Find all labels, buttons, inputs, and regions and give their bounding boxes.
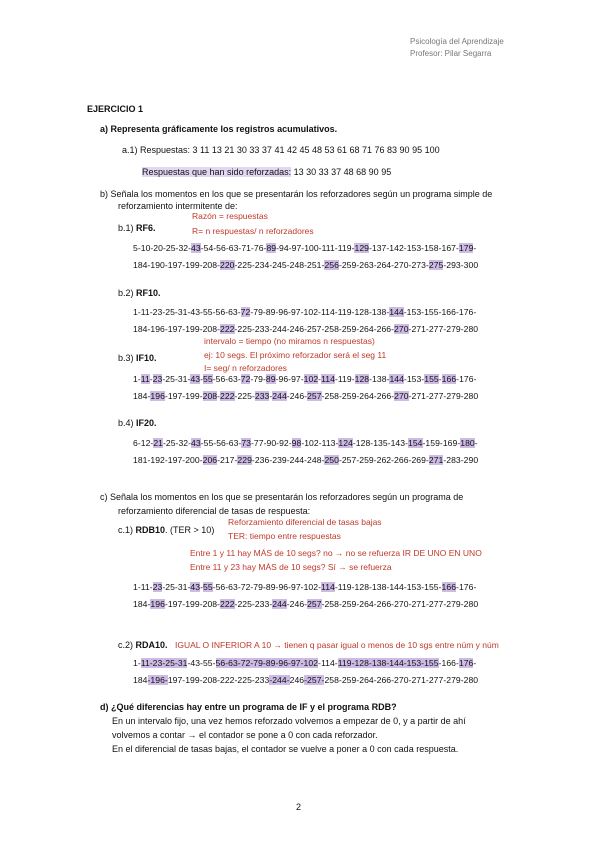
sequence-segment: - — [473, 658, 477, 668]
b3-label: b.3) — [118, 353, 134, 363]
sequence-segment: - — [200, 582, 204, 592]
highlighted-number: 23 — [152, 582, 163, 592]
exercise-title: EJERCICIO 1 — [87, 104, 144, 114]
highlighted-number: 144 — [389, 307, 404, 317]
sequence-segment: 184-190-197-199-208- — [133, 260, 221, 270]
highlighted-number: 43 — [190, 582, 201, 592]
highlighted-number: 11-23-25-31 — [140, 658, 188, 668]
reinforced-label: Respuestas que han sido reforzadas: — [142, 167, 292, 177]
sequence-segment: 5-10-20-25-32- — [133, 243, 192, 253]
sequence-segment: -197-199- — [164, 391, 203, 401]
c1-name: RDB10 — [135, 525, 166, 535]
note-rdb: Reforzamiento diferencial de tasas bajas — [228, 517, 382, 527]
sequence-segment: 184- — [133, 599, 151, 609]
highlighted-number: 114 — [321, 374, 335, 384]
sequence-segment: -293-300 — [443, 260, 479, 270]
sequence-segment: -96-97- — [275, 374, 304, 384]
sequence-segment: -258-259-264-266-270-271-277-279-280 — [321, 599, 479, 609]
c2-heading — [118, 640, 168, 650]
sequence-segment: -271-277-279-280 — [408, 391, 479, 401]
note-intervalo: intervalo = tiempo (no miramos n respuestas) — [204, 336, 375, 346]
answer-line-1: En un intervalo fijo, una vez hemos reforzado volvemos a empezar de 0, y a partir de ahí — [112, 716, 466, 726]
highlighted-number: 114 — [321, 582, 335, 592]
sequence-segment: -259-263-264-270-273- — [338, 260, 429, 270]
highlighted-number: 166 — [441, 582, 457, 592]
note-rda: IGUAL O INFERIOR A 10 → tienen q pasar igual o menos de 10 sgs entre núm y núm — [175, 640, 499, 650]
sequence-segment: -43-55- — [187, 658, 216, 668]
sequence-segment: -77-90-92- — [251, 438, 292, 448]
sequence-segment: - — [149, 374, 153, 384]
c1-sequence-line2 — [133, 599, 478, 609]
sequence-segment: -119-128-138-144-153-155- — [334, 582, 442, 592]
sequence-segment: -197-199-208- — [164, 599, 221, 609]
sequence-segment: 1-11-23-25-31-43-55-56-63- — [133, 307, 241, 317]
highlighted-number: 180 — [460, 438, 475, 448]
a1-responses: a.1) Respuestas: 3 11 13 21 30 33 37 41 42 45 48 53 61 68 71 76 83 90 95 100 — [122, 145, 440, 155]
section-b-label-2: reforzamiento intermitente de: — [118, 201, 238, 211]
sequence-segment: - — [474, 438, 478, 448]
sequence-segment: -225-234-245-248-251- — [234, 260, 325, 270]
highlighted-number: 98 — [291, 438, 302, 448]
sequence-segment: -25-31- — [162, 374, 191, 384]
section-d-label: d) ¿Qué diferencias hay entre un programa de IF y el programa RDB? — [100, 702, 397, 712]
sequence-segment: -246- — [286, 391, 308, 401]
highlighted-number: 206 — [202, 455, 218, 465]
highlighted-number: 257 — [307, 391, 322, 401]
c1-ter: . (TER > 10) — [165, 525, 215, 535]
sequence-segment: 184 — [133, 675, 148, 685]
note-question-1: Entre 1 y 11 hay MÁS de 10 segs? no → no se refuerza IR DE UNO EN UNO — [190, 548, 482, 558]
sequence-segment: -257-259-262-266-269- — [338, 455, 429, 465]
answer-line-2: volvemos a contar → el contador se pone a 0 con cada reforzador. — [112, 730, 378, 740]
highlighted-number: 196 — [150, 599, 165, 609]
sequence-segment: -225-233- — [234, 599, 273, 609]
sequence-segment: -153-155-166-176- — [403, 307, 477, 317]
sequence-segment: -54-56-63-71-76- — [200, 243, 267, 253]
sequence-segment: 184-196-197-199-208- — [133, 324, 221, 334]
sequence-segment: -114- — [318, 658, 338, 668]
sequence-segment: -25-32- — [162, 438, 192, 448]
sequence-segment: -176- — [456, 582, 477, 592]
b1-label: b.1) — [118, 223, 134, 233]
highlighted-number: 11 — [140, 374, 150, 384]
sequence-segment: -159-169- — [422, 438, 461, 448]
sequence-segment: 184- — [133, 391, 151, 401]
b2-sequence-line2 — [133, 324, 478, 334]
sequence-segment: -128-135-143- — [352, 438, 409, 448]
highlighted-number: 124 — [338, 438, 353, 448]
highlighted-number: 56-63-72-79-89-96-97-102 — [215, 658, 319, 668]
highlighted-number: 196 — [150, 391, 165, 401]
sequence-segment: -25-31- — [162, 582, 191, 592]
b2-name: RF10. — [136, 288, 161, 298]
b1-sequence-line2 — [133, 260, 478, 270]
highlighted-number: 102 — [303, 374, 319, 384]
sequence-segment: - — [217, 391, 221, 401]
sequence-segment: - — [438, 374, 442, 384]
sequence-segment: -283-290 — [443, 455, 479, 465]
note-razon: Razón = respuestas — [192, 211, 268, 221]
sequence-segment: -258-259-264-266- — [321, 391, 395, 401]
note-ter: TER: tiempo entre respuestas — [228, 531, 341, 541]
highlighted-number: -257- — [304, 675, 325, 685]
sequence-segment: -79-89-96-97-102-114-119-128-138- — [250, 307, 390, 317]
note-i-formula: I= seg/ n reforzadores — [204, 363, 287, 373]
b1-sequence-line1 — [133, 243, 476, 253]
section-c-label-2: reforzamiento diferencial de tasas de respuesta: — [118, 506, 311, 516]
highlighted-number: 21 — [153, 438, 163, 448]
sequence-segment: 246 — [289, 675, 305, 685]
sequence-segment: -94-97-100-111-119- — [276, 243, 355, 253]
highlighted-number: 155 — [424, 374, 439, 384]
highlighted-number: 222 — [220, 324, 235, 334]
highlighted-number: 72 — [240, 307, 251, 317]
c1-label: c.1) — [118, 525, 134, 535]
b1-heading — [118, 223, 156, 233]
highlighted-number: 270 — [394, 391, 409, 401]
b3-heading — [118, 353, 157, 363]
c1-heading — [118, 525, 214, 535]
sequence-segment: - — [269, 391, 273, 401]
a1-reinforced — [142, 167, 391, 177]
sequence-segment: -176- — [456, 374, 477, 384]
sequence-segment: - — [473, 243, 477, 253]
sequence-segment: -236-239-244-248- — [251, 455, 325, 465]
highlighted-number: 222 — [220, 599, 235, 609]
b3-sequence-line1 — [133, 374, 476, 384]
highlighted-number: 73 — [241, 438, 252, 448]
b3-name: IF10. — [136, 353, 157, 363]
answer-line-3: En el diferencial de tasas bajas, el contador se vuelve a poner a 0 con cada respuesta. — [112, 744, 459, 754]
highlighted-number: 89 — [265, 374, 276, 384]
highlighted-number: 154 — [408, 438, 423, 448]
sequence-segment: - — [318, 374, 322, 384]
b3-sequence-line2 — [133, 391, 478, 401]
sequence-segment: -138- — [369, 374, 390, 384]
sequence-segment: 1-11- — [133, 582, 153, 592]
b2-label: b.2) — [118, 288, 134, 298]
reinforced-values: 13 30 33 37 48 68 90 95 — [293, 167, 392, 177]
note-example: ej: 10 segs. El próximo reforzador será el seg 11 — [204, 350, 387, 360]
b4-sequence-line2 — [133, 455, 478, 465]
highlighted-number: 166 — [441, 374, 457, 384]
highlighted-number: 179 — [458, 243, 474, 253]
highlighted-number: 43 — [191, 438, 201, 448]
highlighted-number: 250 — [324, 455, 339, 465]
c1-sequence-line1 — [133, 582, 476, 592]
b4-name: IF20. — [136, 418, 157, 428]
b1-name: RF6. — [136, 223, 156, 233]
highlighted-number: 72 — [240, 374, 251, 384]
highlighted-number: 244 — [272, 391, 287, 401]
sequence-segment: -225- — [234, 391, 255, 401]
highlighted-number: 43 — [190, 374, 201, 384]
highlighted-number: 128 — [354, 374, 370, 384]
highlighted-number: -196- — [147, 675, 168, 685]
sequence-segment: -102-113- — [301, 438, 339, 448]
sequence-segment: 181-192-197-200- — [133, 455, 203, 465]
section-c-label-1: c) Señala los momentos en los que se presentarán los reforzadores según un programa de — [100, 492, 464, 502]
sequence-segment: -137-142-153-158-167- — [368, 243, 459, 253]
header-professor: Profesor: Pilar Segarra — [410, 49, 492, 58]
highlighted-number: 119-128-138-144-153-155 — [337, 658, 439, 668]
sequence-segment: -166- — [438, 658, 459, 668]
highlighted-number: 129 — [354, 243, 369, 253]
section-b-label-1: b) Señala los momentos en los que se presentarán los reforzadores según un programa simple de — [100, 189, 493, 199]
sequence-segment: -217- — [217, 455, 238, 465]
sequence-segment: -271-277-279-280 — [408, 324, 479, 334]
b4-label: b.4) — [118, 418, 134, 428]
highlighted-number: 55 — [203, 582, 213, 592]
sequence-segment: -56-63-72-79-89-96-97-102- — [212, 582, 321, 592]
sequence-segment: -55-56-63- — [200, 438, 242, 448]
highlighted-number: 144 — [389, 374, 404, 384]
highlighted-number: 208 — [202, 391, 218, 401]
highlighted-number: 244 — [272, 599, 287, 609]
sequence-segment: -119- — [334, 374, 355, 384]
b4-sequence-line1 — [133, 438, 478, 448]
c2-label: c.2) — [118, 640, 134, 650]
highlighted-number: 233 — [254, 391, 270, 401]
b2-sequence-line1 — [133, 307, 476, 317]
sequence-segment: 258-259-264-266-270-271-277-279-280 — [324, 675, 479, 685]
sequence-segment: 1- — [133, 658, 141, 668]
c2-sequence-line1 — [133, 658, 476, 668]
c2-name: RDA10. — [135, 640, 168, 650]
highlighted-number: 256 — [324, 260, 339, 270]
note-question-2: Entre 11 y 23 hay MÁS de 10 segs? Sí → se refuerza — [190, 562, 392, 572]
highlighted-number: 89 — [266, 243, 277, 253]
highlighted-number: 229 — [237, 455, 252, 465]
sequence-segment: -79- — [250, 374, 266, 384]
highlighted-number: 176 — [458, 658, 474, 668]
highlighted-number: 220 — [220, 260, 235, 270]
highlighted-number: 55 — [203, 374, 213, 384]
highlighted-number: 275 — [428, 260, 444, 270]
highlighted-number: 271 — [428, 455, 444, 465]
sequence-segment: -153- — [403, 374, 425, 384]
c2-sequence-line2 — [133, 675, 478, 685]
highlighted-number: 257 — [307, 599, 322, 609]
section-a-label: a) Representa gráficamente los registros acumulativos. — [100, 124, 338, 134]
sequence-segment: -246- — [286, 599, 308, 609]
sequence-segment: -56-63- — [212, 374, 241, 384]
sequence-segment: 6-12- — [133, 438, 154, 448]
highlighted-number: 23 — [152, 374, 163, 384]
sequence-segment: - — [200, 374, 204, 384]
b2-heading — [118, 288, 161, 298]
highlighted-number: 222 — [220, 391, 235, 401]
b4-heading — [118, 418, 157, 428]
highlighted-number: -244- — [269, 675, 290, 685]
note-r-formula: R= n respuestas/ n reforzadores — [192, 226, 314, 236]
highlighted-number: 270 — [394, 324, 409, 334]
sequence-segment: 1- — [133, 374, 141, 384]
highlighted-number: 43 — [191, 243, 201, 253]
sequence-segment: -225-233-244-246-257-258-259-264-266- — [234, 324, 395, 334]
header-course: Psicología del Aprendizaje — [410, 37, 504, 46]
sequence-segment: 197-199-208-222-225-233 — [167, 675, 270, 685]
page-number: 2 — [296, 802, 302, 812]
